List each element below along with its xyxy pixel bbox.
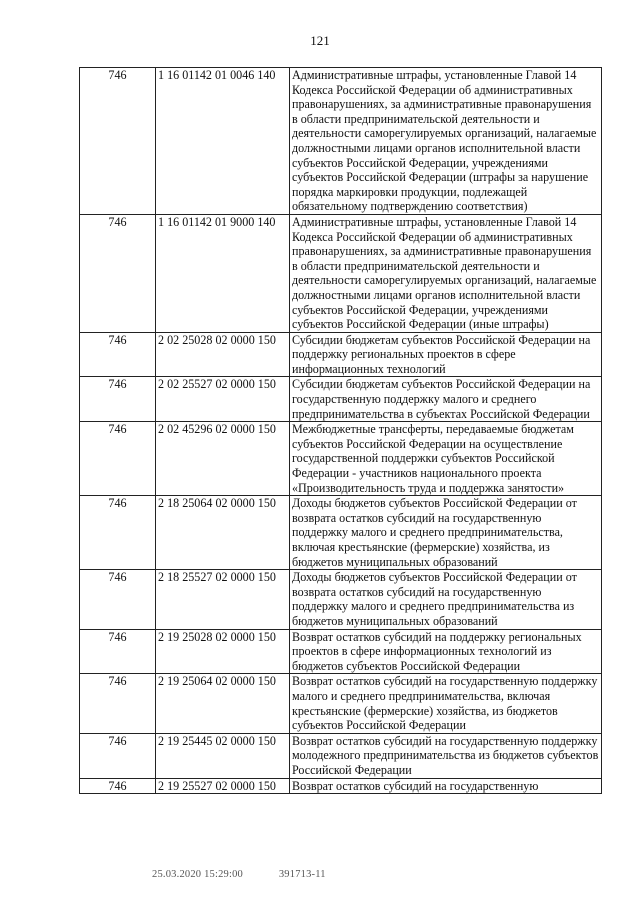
description-cell: Межбюджетные трансферты, передаваемые бюджетам субъектов Российской Федерации на осуществление государственной поддержки субъектов Российской Федерации - участников национального проекта «Производительность труда и поддержка занятости» [290, 422, 602, 496]
table-row [80, 214, 602, 332]
admin-code-cell: 746 [80, 68, 156, 215]
admin-code-cell: 746 [80, 733, 156, 778]
budget-code-cell: 2 19 25527 02 0000 150 [156, 778, 290, 794]
footer-document-id: 391713-11 [278, 869, 326, 880]
budget-code-cell: 2 19 25028 02 0000 150 [156, 629, 290, 674]
admin-code-cell: 746 [80, 674, 156, 733]
table-row [80, 733, 602, 778]
budget-code-cell: 2 18 25064 02 0000 150 [156, 496, 290, 570]
description-cell: Административные штрафы, установленные Главой 14 Кодекса Российской Федерации об административных правонарушениях, за административные правонарушения в области предпринимательской деятельности и деятельности саморегулируемых организаций, налагаемые должностными лицами органов исполнительной власти субъектов Российской Федерации, учреждениями субъектов Российской Федерации (штрафы за нарушение порядка маркировки продукции, подлежащей обязательному подтверждению соответствия) [290, 68, 602, 215]
table-row [80, 68, 602, 215]
table-row [80, 377, 602, 422]
description-cell: Субсидии бюджетам субъектов Российской Федерации на поддержку региональных проектов в сфере информационных технологий [290, 332, 602, 377]
budget-code-cell: 2 19 25445 02 0000 150 [156, 733, 290, 778]
budget-code-cell: 2 02 45296 02 0000 150 [156, 422, 290, 496]
table-row [80, 778, 602, 794]
admin-code-cell: 746 [80, 377, 156, 422]
budget-code-cell: 1 16 01142 01 0046 140 [156, 68, 290, 215]
document-footer [152, 869, 326, 880]
budget-code-cell: 2 19 25064 02 0000 150 [156, 674, 290, 733]
description-cell: Административные штрафы, установленные Главой 14 Кодекса Российской Федерации об административных правонарушениях, за административные правонарушения в области предпринимательской деятельности и деятельности саморегулируемых организаций, налагаемые должностными лицами органов исполнительной власти субъектов Российской Федерации, учреждениями субъектов Российской Федерации (иные штрафы) [290, 214, 602, 332]
table-row [80, 570, 602, 629]
budget-code-cell: 2 18 25527 02 0000 150 [156, 570, 290, 629]
budget-codes-table [79, 67, 602, 794]
admin-code-cell: 746 [80, 422, 156, 496]
table-row [80, 422, 602, 496]
table-row [80, 674, 602, 733]
table-row [80, 496, 602, 570]
description-cell: Доходы бюджетов субъектов Российской Федерации от возврата остатков субсидий на государственную поддержку малого и среднего предпринимательства, включая крестьянские (фермерские) хозяйства, из бюджетов муниципальных образований [290, 496, 602, 570]
admin-code-cell: 746 [80, 629, 156, 674]
budget-code-cell: 2 02 25028 02 0000 150 [156, 332, 290, 377]
page-number: 121 [310, 33, 330, 48]
description-cell: Доходы бюджетов субъектов Российской Федерации от возврата остатков субсидий на государственную поддержку малого и среднего предпринимательства из бюджетов муниципальных образований [290, 570, 602, 629]
description-cell: Возврат остатков субсидий на государственную [290, 778, 602, 794]
description-cell: Субсидии бюджетам субъектов Российской Федерации на государственную поддержку малого и среднего предпринимательства в субъектах Российской Федерации [290, 377, 602, 422]
description-cell: Возврат остатков субсидий на государственную поддержку малого и среднего предпринимательства, включая крестьянские (фермерские) хозяйства, из бюджетов субъектов Российской Федерации [290, 674, 602, 733]
admin-code-cell: 746 [80, 778, 156, 794]
admin-code-cell: 746 [80, 570, 156, 629]
admin-code-cell: 746 [80, 332, 156, 377]
budget-code-cell: 1 16 01142 01 9000 140 [156, 214, 290, 332]
admin-code-cell: 746 [80, 214, 156, 332]
table-row [80, 332, 602, 377]
admin-code-cell: 746 [80, 496, 156, 570]
budget-code-cell: 2 02 25527 02 0000 150 [156, 377, 290, 422]
table-row [80, 629, 602, 674]
description-cell: Возврат остатков субсидий на государственную поддержку молодежного предпринимательства из бюджетов субъектов Российской Федерации [290, 733, 602, 778]
footer-timestamp: 25.03.2020 15:29:00 [152, 869, 244, 880]
description-cell: Возврат остатков субсидий на поддержку региональных проектов в сфере информационных технологий из бюджетов субъектов Российской Федерации [290, 629, 602, 674]
